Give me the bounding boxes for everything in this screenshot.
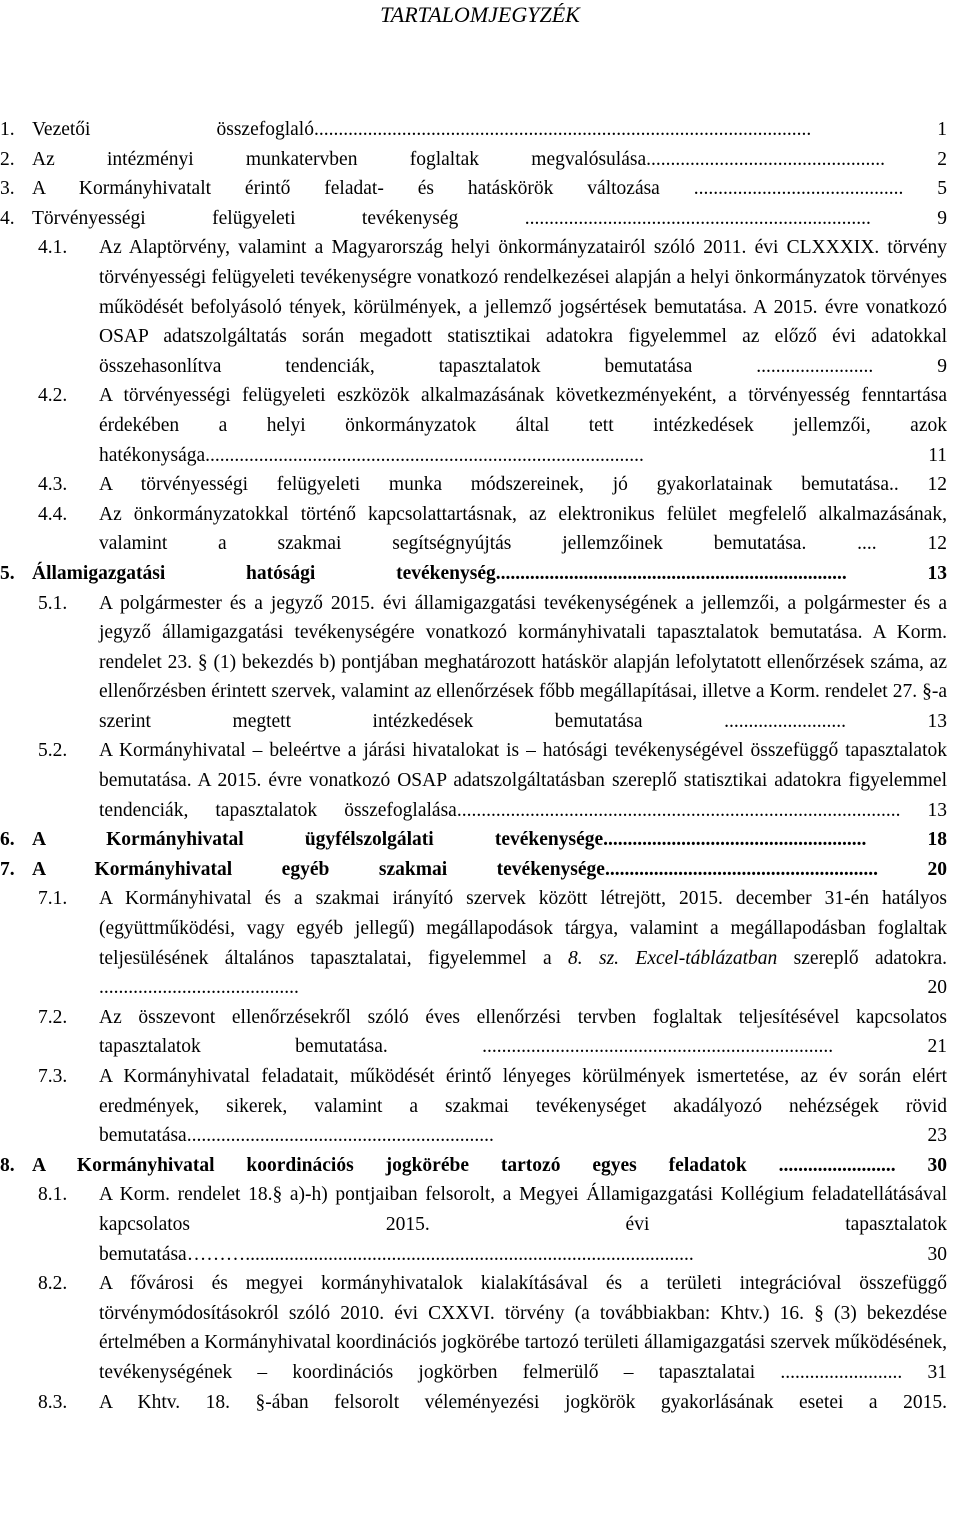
toc-text: Vezetői összefoglaló...................................................................................................... 1: [32, 119, 947, 140]
toc-entry-8[interactable]: [0, 1151, 960, 1181]
toc-entry-7[interactable]: [0, 855, 960, 885]
toc-number: 8.: [0, 1154, 15, 1176]
toc-number: 8.2.: [38, 1273, 68, 1295]
toc-number: 4.3.: [38, 474, 68, 496]
toc-text: Államigazgatási hatósági tevékenység........................................................................ 13: [32, 562, 947, 584]
toc-entry-8-2[interactable]: [0, 1269, 960, 1387]
toc-text: Az intézményi munkatervben foglaltak megvalósulása................................................. 2: [32, 148, 947, 170]
toc-number: 7.: [0, 858, 15, 880]
toc-number: 4.: [0, 207, 15, 229]
toc-text: A Kormányhivatal – beleértve a járási hivatalokat is – hatósági tevékenységével összefüggő tapasztalatok bemutatása. A 2015. évre vonatkozó OSAP adatszolgáltatásban szereplő statisztikai adatokra figyelemmel tendenciák, tapasztalatok összefoglalása........................................................................................... 13: [99, 740, 947, 821]
toc-entry-7-1[interactable]: [0, 884, 960, 1002]
toc-number: 7.3.: [38, 1066, 68, 1087]
toc-number: 7.2.: [38, 1006, 68, 1028]
toc-number: 5.: [0, 562, 15, 584]
toc-number: 6.: [0, 829, 15, 851]
toc-entry-4-2[interactable]: [0, 381, 960, 470]
toc-text: Az önkormányzatokkal történő kapcsolattartásnak, az elektronikus felület megfelelő alkalmazásának, valamint a szakmai segítségnyújtás jellemzőinek bemutatása. .... 12: [99, 503, 947, 555]
toc-number: 7.1.: [38, 888, 68, 910]
toc-text: Az Alaptörvény, valamint a Magyarország helyi önkormányzatairól szóló 2011. évi CLXXXIX. törvény törvényességi felügyeleti tevékenységre vonatkozó rendelkezései alapján a helyi önkormányzatok törvényes működését befolyásoló tények, körülmények, a jellemző jogsértések bemutatása. A 2015. évre vonatkozó OSAP adatszolgáltatás során megadott statisztikai adatokra figyelemmel az előző évi adatokkal összehasonlítva tendenciák, tapasztalatok bemutatása ........................ 9: [99, 237, 947, 377]
toc-text: A Kormányhivatal ügyfélszolgálati tevékenysége...................................................... 18: [32, 829, 947, 851]
toc-text: A Kormányhivatal feladatait, működését érintő lényeges körülmények ismertetése, az év során elért eredmények, sikerek, valamint a szakmai tevékenységet akadályozó nehézségek rövid bemutatása............................................................... 23: [99, 1066, 947, 1147]
toc-entry-5-1[interactable]: [0, 589, 960, 737]
toc-number: 2.: [0, 148, 15, 170]
toc-text-part: A Kormányhivatal és a szakmai irányító szervek között létrejött, 2015. december 31-én hatályos (együttműködési, vagy egyéb jellegű) megállapodások tárgya, valamint a megállapodásban foglaltak teljesülésének általános tapasztalatai, figyelemmel a: [99, 888, 947, 969]
toc-text: A Kormányhivatal koordinációs jogkörébe tartozó egyes feladatok ........................ 30: [32, 1154, 947, 1176]
toc-text: A törvényességi felügyeleti eszközök alkalmazásának következményeként, a törvényesség fenntartása érdekében a helyi önkormányzatok által tett intézkedések jellemzői, azok hatékonysága.......................................................................................... 11: [99, 385, 947, 466]
toc-number: 5.2.: [38, 740, 68, 762]
toc-text: A törvényességi felügyeleti munka módszereinek, jó gyakorlatainak bemutatása.. 12: [99, 474, 947, 496]
toc-entry-4-4[interactable]: [0, 500, 960, 559]
toc-entry-5-2[interactable]: [0, 736, 960, 825]
toc-number: 5.1.: [38, 592, 68, 614]
toc-entry-8-3[interactable]: [0, 1388, 960, 1418]
toc-number: 3.: [0, 178, 15, 200]
toc-entry-4[interactable]: [0, 204, 960, 234]
toc-entry-1[interactable]: [0, 115, 960, 145]
toc-text: Az összevont ellenőrzésekről szóló éves ellenőrzési tervben foglaltak teljesítésével kapcsolatos tapasztalatok bemutatása. ........................................................................ 21: [99, 1006, 947, 1058]
toc-entry-7-3[interactable]: [0, 1062, 960, 1151]
toc-entry-2[interactable]: [0, 145, 960, 175]
toc-number: 4.2.: [38, 385, 68, 407]
toc-entry-4-1[interactable]: [0, 233, 960, 381]
toc-number: 4.4.: [38, 503, 68, 525]
toc-text: A Korm. rendelet 18.§ a)-h) pontjaiban felsorolt, a Megyei Államigazgatási Kollégium feladatellátásával kapcsolatos 2015. évi tapasztalatok bemutatása………............................................................................................ 30: [99, 1184, 947, 1265]
toc-entry-4-3[interactable]: [0, 470, 960, 500]
toc-number: 1.: [0, 119, 15, 140]
toc-text: A Khtv. 18. §-ában felsorolt véleményezési jogkörök gyakorlásának esetei a 2015.: [99, 1391, 947, 1413]
toc-entry-6[interactable]: [0, 825, 960, 855]
toc-text: A Kormányhivatal egyéb szakmai tevékenysége........................................................ 20: [32, 858, 947, 880]
toc-entry-5[interactable]: [0, 559, 960, 589]
toc-number: 8.1.: [38, 1184, 68, 1206]
toc-number: 8.3.: [38, 1391, 68, 1413]
toc-text: A Kormányhivatalt érintő feladat- és hatáskörök változása ........................................... 5: [32, 178, 947, 200]
page-title: TARTALOMJEGYZÉK: [380, 2, 580, 27]
toc-text-part: szereplő adatokra. ......................................... 20: [99, 947, 948, 999]
toc-text: A fővárosi és megyei kormányhivatalok kialakításával és a területi integrációval összefüggő törvénymódosításokról szóló 2010. évi CXXVI. törvény (a továbbiakban: Khtv.) 16. § (3) bekezdése értelmében a Kormányhivatal koordinációs jogkörébe tartozó területi államigazgatási szervek működésének, tevékenységének – koordinációs jogkörben felmerülő – tapasztalatai ......................... 31: [99, 1273, 947, 1383]
toc-entry-7-2[interactable]: [0, 1003, 960, 1062]
toc-entry-3[interactable]: [0, 174, 960, 204]
toc-text-italic: 8. sz. Excel-táblázatban: [567, 947, 778, 969]
table-of-contents: [0, 115, 960, 1417]
toc-text: A polgármester és a jegyző 2015. évi államigazgatási tevékenységének a jellemzői, a polgármester és a jegyző államigazgatási tevékenységére vonatkozó kormányhivatali tapasztalatok bemutatása. A Korm. rendelet 23. § (1) bekezdés b) pontjában meghatározott hatáskör alapján lefolytatott ellenőrzések száma, az ellenőrzésben érintett szervek, valamint az ellenőrzések főbb megállapításai, illetve a Korm. rendelet 27. §-a szerint megtett intézkedések bemutatása ......................... 13: [99, 592, 947, 732]
toc-entry-8-1[interactable]: [0, 1180, 960, 1269]
toc-text: [99, 884, 947, 1002]
toc-text: Törvényességi felügyeleti tevékenység ....................................................................... 9: [32, 207, 947, 229]
toc-number: 4.1.: [38, 237, 68, 259]
